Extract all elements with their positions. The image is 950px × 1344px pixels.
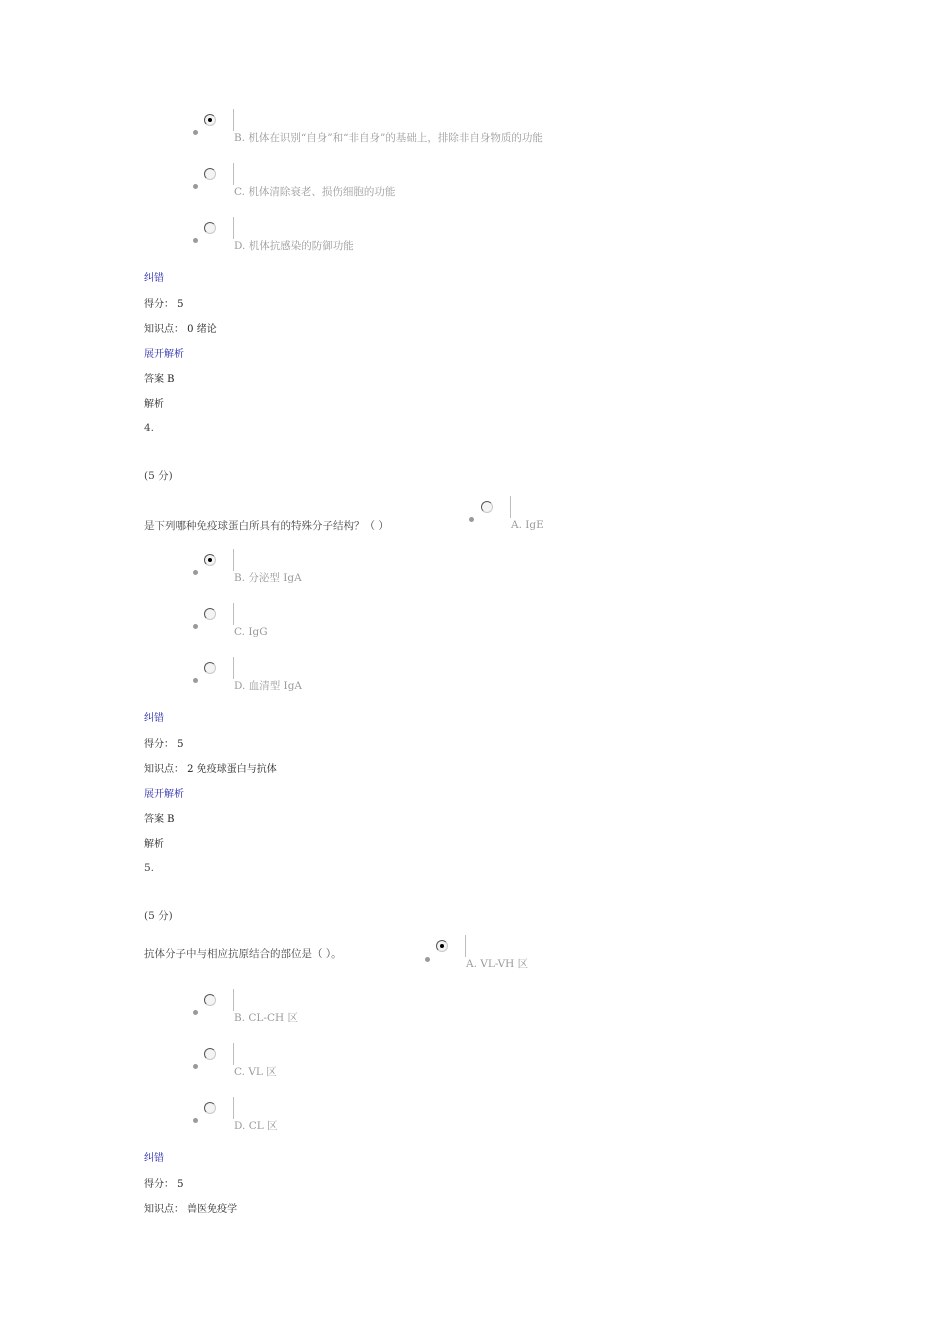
radio-button[interactable]	[204, 994, 216, 1006]
radio-dot-icon	[208, 118, 212, 122]
score-text: 得分： 5	[144, 299, 184, 310]
divider	[233, 163, 234, 185]
bullet-icon	[193, 184, 198, 189]
question-text: 是下列哪种免疫球蛋白所具有的特殊分子结构？（ ）	[144, 520, 389, 532]
radio-button[interactable]	[204, 114, 216, 126]
expand-analysis-link[interactable]: 展开解析	[144, 789, 184, 800]
bullet-icon	[193, 624, 198, 629]
analysis-label: 解析	[144, 839, 164, 850]
option-label: C. VL 区	[234, 1066, 277, 1078]
bullet-icon	[193, 130, 198, 135]
bullet-icon	[193, 1064, 198, 1069]
question-text: 抗体分子中与相应抗原结合的部位是（ ）。	[144, 948, 342, 960]
option-label: B. 机体在识别“自身”和“非自身”的基础上，排除非自身物质的功能	[234, 132, 543, 144]
score-text: 得分： 5	[144, 1179, 184, 1190]
option-label: C. 机体清除衰老、损伤细胞的功能	[234, 186, 396, 198]
divider	[510, 496, 511, 518]
radio-dot-icon	[440, 944, 444, 948]
divider	[465, 935, 466, 957]
option-label: D. 血清型 IgA	[234, 680, 303, 692]
option-label: A. IgE	[511, 519, 544, 531]
radio-button[interactable]	[204, 1102, 216, 1114]
bullet-icon	[193, 678, 198, 683]
score-text: 得分： 5	[144, 739, 184, 750]
radio-button[interactable]	[204, 662, 216, 674]
radio-button[interactable]	[481, 501, 493, 513]
bullet-icon	[469, 517, 474, 522]
question-points: (5 分)	[144, 910, 173, 922]
divider	[233, 217, 234, 239]
question-number: 5.	[144, 862, 155, 874]
radio-button[interactable]	[204, 554, 216, 566]
expand-analysis-link[interactable]: 展开解析	[144, 349, 184, 360]
divider	[233, 109, 234, 131]
option-label: A. VL-VH 区	[466, 958, 529, 970]
knowledge-point-text: 知识点： 兽医免疫学	[144, 1204, 238, 1215]
report-error-link[interactable]: 纠错	[144, 713, 164, 724]
divider	[233, 549, 234, 571]
divider	[233, 603, 234, 625]
divider	[233, 1043, 234, 1065]
question-points: (5 分)	[144, 470, 173, 482]
option-label: D. 机体抗感染的防御功能	[234, 240, 354, 252]
report-error-link[interactable]: 纠错	[144, 273, 164, 284]
bullet-icon	[193, 570, 198, 575]
bullet-icon	[193, 1010, 198, 1015]
answer-text: 答案 B	[144, 374, 175, 385]
radio-button[interactable]	[204, 1048, 216, 1060]
bullet-icon	[193, 1118, 198, 1123]
radio-button[interactable]	[436, 940, 448, 952]
radio-button[interactable]	[204, 222, 216, 234]
radio-dot-icon	[208, 558, 212, 562]
divider	[233, 657, 234, 679]
option-label: D. CL 区	[234, 1120, 278, 1132]
answer-text: 答案 B	[144, 814, 175, 825]
knowledge-point-text: 知识点： 2 免疫球蛋白与抗体	[144, 764, 277, 775]
radio-button[interactable]	[204, 608, 216, 620]
divider	[233, 1097, 234, 1119]
question-number: 4.	[144, 422, 155, 434]
analysis-label: 解析	[144, 399, 164, 410]
knowledge-point-text: 知识点： 0 绪论	[144, 324, 217, 335]
option-label: B. CL-CH 区	[234, 1012, 298, 1024]
bullet-icon	[193, 238, 198, 243]
option-label: B. 分泌型 IgA	[234, 572, 302, 584]
bullet-icon	[425, 957, 430, 962]
option-label: C. IgG	[234, 626, 268, 638]
radio-button[interactable]	[204, 168, 216, 180]
report-error-link[interactable]: 纠错	[144, 1153, 164, 1164]
divider	[233, 989, 234, 1011]
